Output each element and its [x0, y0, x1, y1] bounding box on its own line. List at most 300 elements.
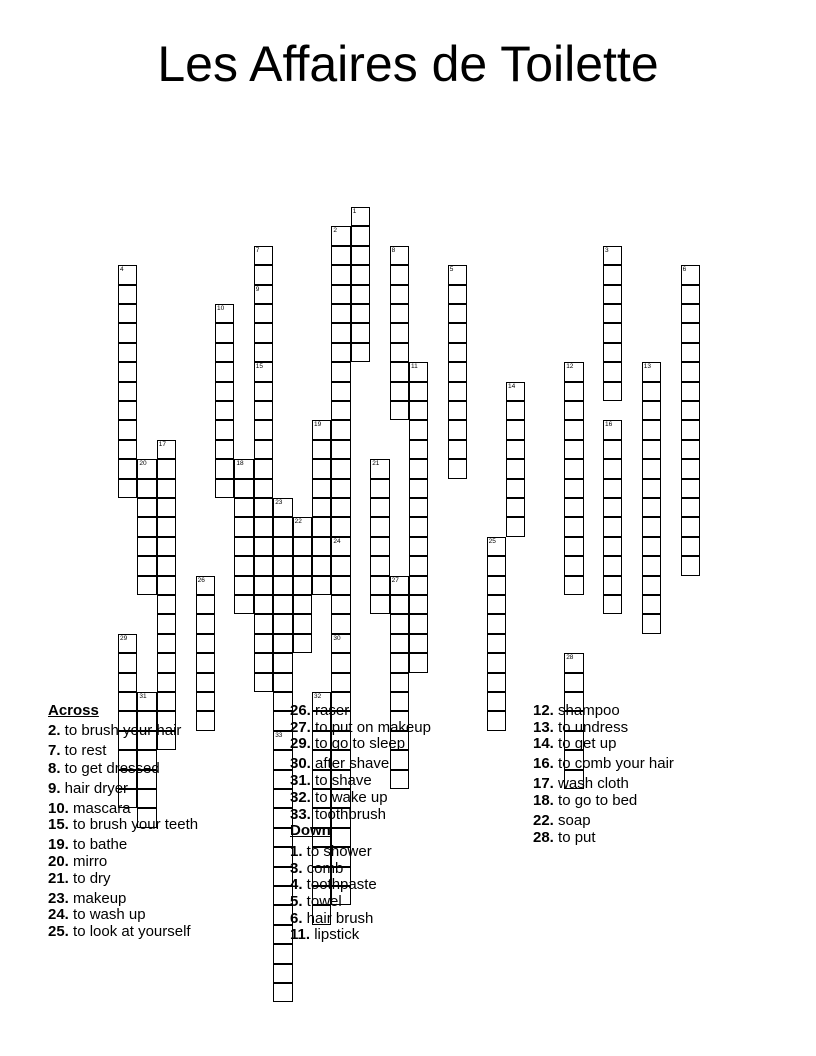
clue-number: 1.: [290, 843, 303, 860]
grid-cell[interactable]: [254, 498, 273, 517]
down-heading: Down: [290, 822, 331, 839]
grid-cell[interactable]: [390, 595, 409, 614]
grid-cell[interactable]: [196, 614, 215, 633]
grid-cell[interactable]: [351, 343, 370, 362]
grid-cell[interactable]: [331, 653, 350, 672]
grid-cell[interactable]: [331, 285, 350, 304]
grid-cell[interactable]: [137, 692, 156, 711]
grid-cell[interactable]: [273, 653, 292, 672]
grid-cell[interactable]: [312, 576, 331, 595]
grid-cell[interactable]: [603, 382, 622, 401]
grid-cell[interactable]: [370, 576, 389, 595]
grid-cell[interactable]: [564, 537, 583, 556]
grid-cell[interactable]: [564, 459, 583, 478]
grid-cell[interactable]: [234, 595, 253, 614]
grid-cell[interactable]: [603, 479, 622, 498]
grid-cell[interactable]: [254, 653, 273, 672]
grid-cell[interactable]: [642, 576, 661, 595]
grid-cell[interactable]: [254, 634, 273, 653]
clue-text: to brush your teeth: [68, 816, 199, 833]
grid-cell[interactable]: [254, 517, 273, 536]
grid-cell[interactable]: [234, 556, 253, 575]
grid-cell[interactable]: [390, 323, 409, 342]
grid-cell[interactable]: [215, 382, 234, 401]
grid-cell[interactable]: [370, 459, 389, 478]
grid-cell[interactable]: [254, 343, 273, 362]
grid-cell[interactable]: [254, 323, 273, 342]
grid-cell[interactable]: [331, 226, 350, 245]
grid-cell[interactable]: [409, 382, 428, 401]
grid-cell[interactable]: [157, 576, 176, 595]
grid-cell[interactable]: [681, 382, 700, 401]
grid-cell[interactable]: [681, 517, 700, 536]
grid-cell[interactable]: [331, 459, 350, 478]
grid-cell[interactable]: [506, 459, 525, 478]
grid-cell[interactable]: [254, 537, 273, 556]
grid-cell[interactable]: [448, 440, 467, 459]
grid-cell[interactable]: [312, 459, 331, 478]
grid-cell[interactable]: [564, 420, 583, 439]
grid-cell[interactable]: [273, 595, 292, 614]
grid-cell[interactable]: [642, 401, 661, 420]
grid-cell[interactable]: [390, 770, 409, 789]
grid-cell[interactable]: [331, 498, 350, 517]
grid-cell[interactable]: [351, 226, 370, 245]
grid-cell[interactable]: [448, 420, 467, 439]
grid-cell[interactable]: [215, 304, 234, 323]
grid-cell[interactable]: [603, 323, 622, 342]
clue-text: toothpaste: [302, 876, 377, 893]
clue-number: 1: [352, 208, 357, 215]
grid-cell[interactable]: [487, 711, 506, 730]
grid-cell[interactable]: [642, 537, 661, 556]
grid-cell[interactable]: [642, 556, 661, 575]
grid-cell[interactable]: [390, 343, 409, 362]
clue-number: 22.: [533, 812, 554, 829]
grid-cell[interactable]: [118, 420, 137, 439]
grid-cell[interactable]: [196, 653, 215, 672]
grid-cell[interactable]: [390, 382, 409, 401]
grid-cell[interactable]: [234, 498, 253, 517]
grid-cell[interactable]: [137, 537, 156, 556]
grid-cell[interactable]: [370, 517, 389, 536]
grid-cell[interactable]: [118, 265, 137, 284]
grid-cell[interactable]: [506, 498, 525, 517]
grid-cell[interactable]: [331, 634, 350, 653]
clue-text: to get up: [553, 735, 617, 752]
grid-cell[interactable]: [448, 285, 467, 304]
grid-cell[interactable]: [273, 556, 292, 575]
grid-cell[interactable]: [642, 382, 661, 401]
grid-cell[interactable]: [564, 653, 583, 672]
grid-cell[interactable]: [312, 517, 331, 536]
grid-cell[interactable]: [331, 323, 350, 342]
grid-cell[interactable]: [118, 653, 137, 672]
grid-cell[interactable]: [487, 537, 506, 556]
grid-cell[interactable]: [137, 479, 156, 498]
grid-cell[interactable]: [681, 401, 700, 420]
grid-cell[interactable]: [215, 420, 234, 439]
grid-cell[interactable]: [409, 362, 428, 381]
grid-cell[interactable]: [254, 459, 273, 478]
grid-cell[interactable]: [642, 440, 661, 459]
clue-number: 23: [275, 499, 283, 506]
grid-cell[interactable]: [564, 362, 583, 381]
grid-cell[interactable]: [331, 246, 350, 265]
grid-cell[interactable]: [603, 498, 622, 517]
grid-cell[interactable]: [487, 614, 506, 633]
grid-cell[interactable]: [564, 382, 583, 401]
grid-cell[interactable]: [234, 479, 253, 498]
grid-cell[interactable]: [370, 537, 389, 556]
grid-cell[interactable]: [273, 517, 292, 536]
grid-cell[interactable]: [331, 362, 350, 381]
grid-cell[interactable]: [254, 246, 273, 265]
grid-cell[interactable]: [409, 556, 428, 575]
grid-cell[interactable]: [390, 304, 409, 323]
grid-cell[interactable]: [157, 673, 176, 692]
grid-cell[interactable]: [487, 653, 506, 672]
grid-cell[interactable]: [157, 498, 176, 517]
grid-cell[interactable]: [681, 420, 700, 439]
grid-cell[interactable]: [681, 498, 700, 517]
grid-cell[interactable]: [312, 498, 331, 517]
grid-cell[interactable]: [603, 265, 622, 284]
grid-cell[interactable]: [215, 479, 234, 498]
grid-cell[interactable]: [603, 343, 622, 362]
grid-cell[interactable]: [273, 673, 292, 692]
grid-cell[interactable]: [390, 614, 409, 633]
grid-cell[interactable]: [331, 343, 350, 362]
grid-cell[interactable]: [603, 517, 622, 536]
grid-cell[interactable]: [681, 556, 700, 575]
grid-cell[interactable]: [409, 459, 428, 478]
grid-cell[interactable]: [390, 576, 409, 595]
grid-cell[interactable]: [506, 517, 525, 536]
grid-cell[interactable]: [273, 983, 292, 1002]
grid-cell[interactable]: [157, 595, 176, 614]
grid-cell[interactable]: [487, 556, 506, 575]
grid-cell[interactable]: [681, 479, 700, 498]
grid-cell[interactable]: [564, 556, 583, 575]
grid-cell[interactable]: [118, 479, 137, 498]
grid-cell[interactable]: [331, 304, 350, 323]
grid-cell[interactable]: [409, 498, 428, 517]
grid-cell[interactable]: [370, 595, 389, 614]
grid-cell[interactable]: [603, 556, 622, 575]
grid-cell[interactable]: [681, 459, 700, 478]
grid-cell[interactable]: [196, 673, 215, 692]
grid-cell[interactable]: [409, 479, 428, 498]
grid-cell[interactable]: [448, 304, 467, 323]
grid-cell[interactable]: [234, 576, 253, 595]
grid-cell[interactable]: [390, 285, 409, 304]
grid-cell[interactable]: [254, 265, 273, 284]
grid-cell[interactable]: [564, 517, 583, 536]
grid-cell[interactable]: [254, 479, 273, 498]
grid-cell[interactable]: [254, 382, 273, 401]
grid-cell[interactable]: [409, 634, 428, 653]
grid-cell[interactable]: [642, 362, 661, 381]
grid-cell[interactable]: [448, 382, 467, 401]
grid-cell[interactable]: [234, 517, 253, 536]
grid-cell[interactable]: [351, 265, 370, 284]
grid-cell[interactable]: [273, 576, 292, 595]
grid-cell[interactable]: [137, 517, 156, 536]
grid-cell[interactable]: [448, 343, 467, 362]
grid-cell[interactable]: [118, 692, 137, 711]
grid-cell[interactable]: [331, 517, 350, 536]
grid-cell[interactable]: [331, 440, 350, 459]
grid-cell[interactable]: [351, 323, 370, 342]
grid-cell[interactable]: [603, 576, 622, 595]
grid-cell[interactable]: [234, 537, 253, 556]
grid-cell[interactable]: [409, 517, 428, 536]
grid-cell[interactable]: [118, 634, 137, 653]
grid-cell[interactable]: [137, 556, 156, 575]
grid-cell[interactable]: [409, 595, 428, 614]
grid-cell[interactable]: [603, 362, 622, 381]
grid-cell[interactable]: [273, 498, 292, 517]
grid-cell[interactable]: [196, 595, 215, 614]
grid-cell[interactable]: [293, 556, 312, 575]
grid-cell[interactable]: [118, 382, 137, 401]
grid-cell[interactable]: [487, 576, 506, 595]
grid-cell[interactable]: [603, 420, 622, 439]
grid-cell[interactable]: [254, 401, 273, 420]
grid-cell[interactable]: [564, 576, 583, 595]
grid-cell[interactable]: [157, 537, 176, 556]
grid-cell[interactable]: [254, 614, 273, 633]
grid-cell[interactable]: [564, 479, 583, 498]
grid-cell[interactable]: [390, 673, 409, 692]
grid-cell[interactable]: [642, 479, 661, 498]
grid-cell[interactable]: [157, 692, 176, 711]
grid-cell[interactable]: [312, 440, 331, 459]
grid-cell[interactable]: [642, 459, 661, 478]
grid-cell[interactable]: [370, 479, 389, 498]
grid-cell[interactable]: [157, 614, 176, 633]
grid-cell[interactable]: [254, 362, 273, 381]
grid-cell[interactable]: [603, 304, 622, 323]
grid-cell[interactable]: [681, 343, 700, 362]
grid-cell[interactable]: [642, 614, 661, 633]
clue-number: 7: [255, 246, 260, 254]
grid-cell[interactable]: [137, 789, 156, 808]
grid-cell[interactable]: [331, 556, 350, 575]
grid-cell[interactable]: [254, 595, 273, 614]
grid-cell[interactable]: [293, 595, 312, 614]
grid-cell[interactable]: [312, 556, 331, 575]
grid-cell[interactable]: [390, 692, 409, 711]
grid-cell[interactable]: [603, 595, 622, 614]
grid-cell[interactable]: [331, 265, 350, 284]
grid-cell[interactable]: [331, 382, 350, 401]
clue-item: [290, 702, 349, 720]
grid-cell[interactable]: [118, 285, 137, 304]
grid-cell[interactable]: [351, 246, 370, 265]
grid-cell[interactable]: [215, 440, 234, 459]
grid-cell[interactable]: [564, 440, 583, 459]
grid-cell[interactable]: [293, 537, 312, 556]
grid-cell[interactable]: [293, 517, 312, 536]
grid-cell[interactable]: [448, 362, 467, 381]
grid-cell[interactable]: [681, 323, 700, 342]
grid-cell[interactable]: [564, 498, 583, 517]
grid-cell[interactable]: [448, 323, 467, 342]
grid-cell[interactable]: [448, 401, 467, 420]
grid-cell[interactable]: [351, 207, 370, 226]
grid-cell[interactable]: [118, 459, 137, 478]
grid-cell[interactable]: [118, 362, 137, 381]
grid-cell[interactable]: [487, 673, 506, 692]
grid-cell[interactable]: [312, 537, 331, 556]
grid-cell[interactable]: [448, 265, 467, 284]
grid-cell[interactable]: [390, 265, 409, 284]
clue-number: 3.: [290, 860, 303, 877]
grid-cell[interactable]: [254, 304, 273, 323]
grid-cell[interactable]: [331, 537, 350, 556]
grid-cell[interactable]: [390, 401, 409, 420]
grid-cell[interactable]: [603, 440, 622, 459]
grid-cell[interactable]: [254, 420, 273, 439]
grid-cell[interactable]: [254, 440, 273, 459]
grid-cell[interactable]: [157, 634, 176, 653]
grid-cell[interactable]: [331, 673, 350, 692]
grid-cell[interactable]: [157, 517, 176, 536]
grid-cell[interactable]: [603, 459, 622, 478]
grid-cell[interactable]: [487, 692, 506, 711]
grid-cell[interactable]: [487, 634, 506, 653]
grid-cell[interactable]: [331, 576, 350, 595]
grid-cell[interactable]: [254, 673, 273, 692]
grid-cell[interactable]: [603, 537, 622, 556]
grid-cell[interactable]: [681, 537, 700, 556]
grid-cell[interactable]: [215, 343, 234, 362]
grid-cell[interactable]: [351, 285, 370, 304]
across-heading: Across: [48, 702, 99, 719]
grid-cell[interactable]: [506, 382, 525, 401]
grid-cell[interactable]: [137, 576, 156, 595]
grid-cell[interactable]: [118, 440, 137, 459]
grid-cell[interactable]: [506, 401, 525, 420]
grid-cell[interactable]: [137, 459, 156, 478]
grid-cell[interactable]: [196, 711, 215, 730]
grid-cell[interactable]: [351, 304, 370, 323]
grid-cell[interactable]: [215, 459, 234, 478]
grid-cell[interactable]: [196, 576, 215, 595]
grid-cell[interactable]: [118, 401, 137, 420]
grid-cell[interactable]: [409, 614, 428, 633]
grid-cell[interactable]: [118, 343, 137, 362]
grid-cell[interactable]: [157, 440, 176, 459]
grid-cell[interactable]: [293, 614, 312, 633]
grid-cell[interactable]: [118, 673, 137, 692]
grid-cell[interactable]: [642, 595, 661, 614]
clue-item: [290, 893, 342, 911]
grid-cell[interactable]: [273, 944, 292, 963]
grid-cell[interactable]: [370, 556, 389, 575]
grid-cell[interactable]: [312, 420, 331, 439]
grid-cell[interactable]: [390, 634, 409, 653]
grid-cell[interactable]: [215, 401, 234, 420]
grid-cell[interactable]: [409, 401, 428, 420]
grid-cell[interactable]: [390, 246, 409, 265]
grid-cell[interactable]: [681, 265, 700, 284]
grid-cell[interactable]: [681, 362, 700, 381]
grid-cell[interactable]: [196, 692, 215, 711]
grid-cell[interactable]: [642, 498, 661, 517]
grid-cell[interactable]: [234, 459, 253, 478]
grid-cell[interactable]: [215, 362, 234, 381]
grid-cell[interactable]: [273, 537, 292, 556]
grid-cell[interactable]: [118, 323, 137, 342]
grid-cell[interactable]: [254, 576, 273, 595]
grid-cell[interactable]: [409, 576, 428, 595]
grid-cell[interactable]: [273, 634, 292, 653]
grid-cell[interactable]: [564, 401, 583, 420]
grid-cell[interactable]: [681, 304, 700, 323]
grid-cell[interactable]: [137, 498, 156, 517]
grid-cell[interactable]: [254, 285, 273, 304]
grid-cell[interactable]: [603, 246, 622, 265]
grid-cell[interactable]: [331, 420, 350, 439]
grid-cell[interactable]: [642, 517, 661, 536]
grid-cell[interactable]: [506, 440, 525, 459]
grid-cell[interactable]: [390, 750, 409, 769]
grid-cell[interactable]: [312, 479, 331, 498]
grid-cell[interactable]: [681, 285, 700, 304]
grid-cell[interactable]: [273, 964, 292, 983]
grid-cell[interactable]: [331, 401, 350, 420]
grid-cell[interactable]: [409, 653, 428, 672]
grid-cell[interactable]: [118, 304, 137, 323]
grid-cell[interactable]: [157, 479, 176, 498]
grid-cell[interactable]: [157, 459, 176, 478]
clue-number: 18: [236, 460, 244, 468]
clue-item: [48, 742, 106, 760]
grid-cell[interactable]: [293, 576, 312, 595]
grid-cell[interactable]: [409, 420, 428, 439]
grid-cell[interactable]: [409, 440, 428, 459]
clue-number: 30: [333, 634, 341, 642]
grid-cell[interactable]: [331, 595, 350, 614]
grid-cell[interactable]: [157, 653, 176, 672]
grid-cell[interactable]: [603, 285, 622, 304]
grid-cell[interactable]: [564, 673, 583, 692]
grid-cell[interactable]: [196, 634, 215, 653]
grid-cell[interactable]: [293, 634, 312, 653]
grid-cell[interactable]: [215, 323, 234, 342]
grid-cell[interactable]: [506, 420, 525, 439]
grid-cell[interactable]: [273, 614, 292, 633]
grid-cell[interactable]: [390, 653, 409, 672]
grid-cell[interactable]: [409, 537, 428, 556]
clue-item: [290, 755, 389, 773]
grid-cell[interactable]: [157, 556, 176, 575]
grid-cell[interactable]: [487, 595, 506, 614]
grid-cell[interactable]: [331, 479, 350, 498]
grid-cell[interactable]: [331, 614, 350, 633]
clue-number: 8.: [48, 760, 61, 777]
grid-cell[interactable]: [506, 479, 525, 498]
grid-cell[interactable]: [681, 440, 700, 459]
grid-cell[interactable]: [370, 498, 389, 517]
grid-cell[interactable]: [448, 459, 467, 478]
grid-cell[interactable]: [254, 556, 273, 575]
grid-cell[interactable]: [390, 362, 409, 381]
grid-cell[interactable]: [642, 420, 661, 439]
